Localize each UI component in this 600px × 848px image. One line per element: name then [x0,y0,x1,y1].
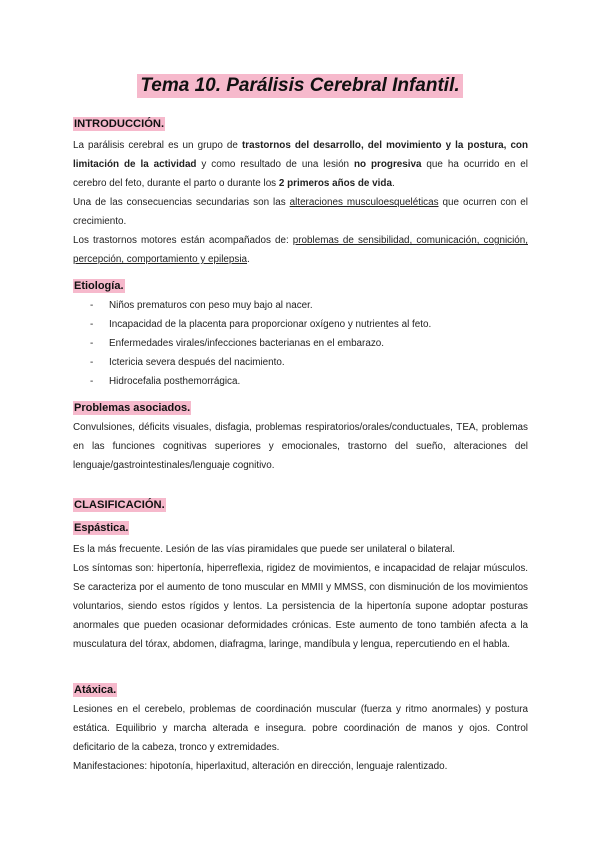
document-title: Tema 10. Parálisis Cerebral Infantil. [137,74,462,98]
intro-p1-bold-1: trastornos del desarrollo, del movimiento y la postura, con limitación de la actividad [73,140,528,170]
introduccion-paragraph-1 [73,136,528,193]
etiologia-heading: Etiología. [74,280,124,292]
intro-p3-text-2: . [247,254,250,265]
espastica-heading-block [73,518,528,536]
list-item: - Niños prematuros con peso muy bajo al nacer. [73,296,528,315]
intro-p2-underlined: alteraciones musculoesqueléticas [289,197,439,208]
intro-p3-text-1: Los trastornos motores están acompañados de: [73,235,293,246]
introduccion-heading-block [73,114,528,132]
list-item: - Enfermedades virales/infecciones bacterianas en el embarazo. [73,334,528,353]
espastica-paragraph-2: Los síntomas son: hipertonía, hiperreflexia, rigidez de movimientos, e incapacidad de relajar músculos. Se caracteriza por el aumento de tono muscular en MMII y MMSS, con disminución de los movimientos voluntarios, siendo estos rígidos y lentos. La persistencia de la hipertonía supone adoptar posturas anormales que pueden ocasionar deformidades crónicas. Este aumento de tono también afecta a la musculatura del tórax, abdomen, diafragma, laringe, mandíbula y lengua, repercutiendo en el habla. [73,563,528,650]
intro-p3-underlined: problemas de sensibilidad, comunicación, cognición, percepción, comportamiento y epilepsia [73,235,528,265]
ataxica-paragraph-2: Manifestaciones: hipotonía, hiperlaxitud, alteración en dirección, lenguaje ralentizado. [73,761,448,772]
intro-p2-text-1: Una de las consecuencias secundarias son las [73,197,290,208]
list-item: - Hidrocefalia posthemorrágica. [73,372,528,391]
problemas-heading-block [73,398,528,416]
etiologia-heading-block [73,276,528,294]
introduccion-paragraph-2 [73,193,528,231]
introduccion-paragraph-3 [73,231,528,269]
intro-p1-bold-2: no progresiva [354,159,422,170]
etiologia-list [73,296,528,391]
intro-p1-text-4: . [391,178,395,189]
title-container [0,74,600,98]
clasificacion-heading-block [73,495,528,513]
intro-p1-text-3: que ha ocurrido en el cerebro del feto, durante el parto o durante los [73,159,528,189]
ataxica-body [73,700,528,776]
intro-p1-text-2: y como resultado de una lesión [196,159,354,170]
ataxica-heading-block [73,680,528,698]
espastica-paragraph-1: Es la más frecuente. Lesión de las vías piramidales que puede ser unilateral o bilateral. [73,544,456,555]
etiologia-list-block [73,296,528,391]
clasificacion-heading: CLASIFICACIÓN. [74,499,165,511]
intro-p1-bold-3: 2 primeros años de vida [278,178,392,189]
problemas-paragraph: Convulsiones, déficits visuales, disfagia, problemas respiratorios/orales/conductuales, TEA, problemas en las funciones cognitivas superiores y emocionales, trastorno del sueño, alteraciones del lenguaje/gastrointestinales/lenguaje cognitivo. [73,422,528,471]
list-item: - Ictericia severa después del nacimiento. [73,353,528,372]
problemas-body [73,418,528,475]
problemas-heading: Problemas asociados. [74,402,191,414]
ataxica-paragraph-1: Lesiones en el cerebelo, problemas de coordinación muscular (fuerza y ritmo anormales) y postura estática. Equilibrio y marcha alterada e insegura. pobre coordinación de manos y ojos. Control deficitario de la cabeza, tronco y extremidades. [73,704,528,753]
ataxica-heading: Atáxica. [74,684,117,696]
espastica-body [73,540,528,654]
espastica-heading: Espástica. [74,522,129,534]
intro-p2-text-2: que ocurren con el crecimiento. [73,197,528,227]
list-item: - Incapacidad de la placenta para proporcionar oxígeno y nutrientes al feto. [73,315,528,334]
introduccion-body [73,136,528,269]
introduccion-heading: INTRODUCCIÓN. [74,118,165,130]
intro-p1-text-1: La parálisis cerebral es un grupo de [73,140,242,151]
